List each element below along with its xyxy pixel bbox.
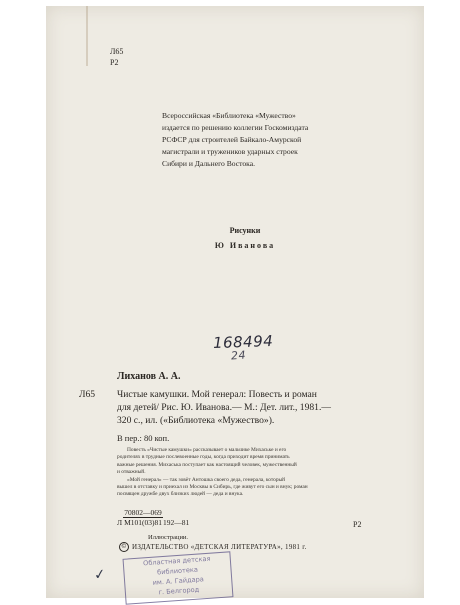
classification-code <box>110 46 123 68</box>
description-line: 320 с., ил. («Библиотека «Мужество»). <box>117 415 275 426</box>
annotation-line: вышел в отставку и приехал из Москвы в Сибирь, где живут его сын и внук; роман <box>117 484 308 491</box>
illustrations-credit <box>200 225 290 251</box>
index-fraction <box>123 508 163 527</box>
series-notice <box>162 110 308 170</box>
copyright-line <box>119 542 307 552</box>
index-suffix: 192—81 <box>163 518 190 527</box>
copyright-text: ИЗДАТЕЛЬСТВО «ДЕТСКАЯ ЛИТЕРАТУРА», 1981 г. <box>132 543 307 551</box>
notice-line: Всероссийская «Библиотека «Мужество» <box>162 111 296 120</box>
description-line: Чистые камушки. Мой генерал: Повесть и роман <box>117 389 317 400</box>
annotation-line: «Мой генерал» — так зовёт Антошка своего деда, генерала, который <box>127 476 286 483</box>
index-right-code: Р2 <box>353 520 362 529</box>
copyright-icon: © <box>120 543 128 550</box>
notice-line: Сибири и Дальнего Востока. <box>162 159 255 168</box>
index-prefix: Л <box>117 518 123 527</box>
book-annotation <box>117 447 372 499</box>
annotation-line: родителях в трудные послевоенные годы, когда приходит время принимать <box>117 454 290 461</box>
handwritten-inventory-number: 168494 <box>212 331 274 353</box>
classification-line-1: Л65 <box>110 47 124 56</box>
classification-line-2: Р2 <box>110 58 119 67</box>
index-formula <box>117 508 189 527</box>
stamp-line: г. Белгород <box>158 585 200 597</box>
annotation-line: и отважный. <box>117 469 146 476</box>
library-stamp <box>123 551 234 604</box>
stamp-line: библиотека <box>156 565 199 577</box>
handwritten-note: 24 <box>230 348 247 363</box>
card-class-code: Л65 <box>79 389 96 400</box>
index-denominator: М101(03)81 <box>124 518 163 527</box>
illustrations-label: Рисунки <box>229 226 261 235</box>
page-sheet <box>46 6 424 598</box>
index-numerator: 70802—069 <box>124 508 162 517</box>
illustrated-label: Иллюстрации. <box>148 534 189 541</box>
handwritten-mark: ✓ <box>92 566 107 584</box>
notice-line: магистрали и тружеников ударных строек <box>162 147 298 156</box>
description-line: для детей/ Рис. Ю. Иванова.— М.: Дет. лит., 1981.— <box>117 402 331 413</box>
annotation-line: важные решения. Михаська поступает как настоящий человек, мужественный <box>117 461 297 468</box>
annotation-line: посвящен дружбе двух близких людей — деда и внука. <box>117 491 244 498</box>
illustrations-artist: Ю Иванова <box>214 241 276 250</box>
stamp-line: им. А. Гайдара <box>152 575 205 587</box>
notice-line: издается по решению коллегии Госкомиздата <box>162 123 309 132</box>
author-name: Лиханов А. А. <box>117 371 181 382</box>
bibliographic-description <box>117 388 367 427</box>
annotation-line: Повесть «Чистые камушки» рассказывает о мальчике Михаське и его <box>127 447 287 453</box>
price: В пер.: 80 коп. <box>117 433 170 443</box>
notice-line: РСФСР для строителей Байкало-Амурской <box>162 135 302 144</box>
stamp-line: Областная детская <box>142 554 211 568</box>
